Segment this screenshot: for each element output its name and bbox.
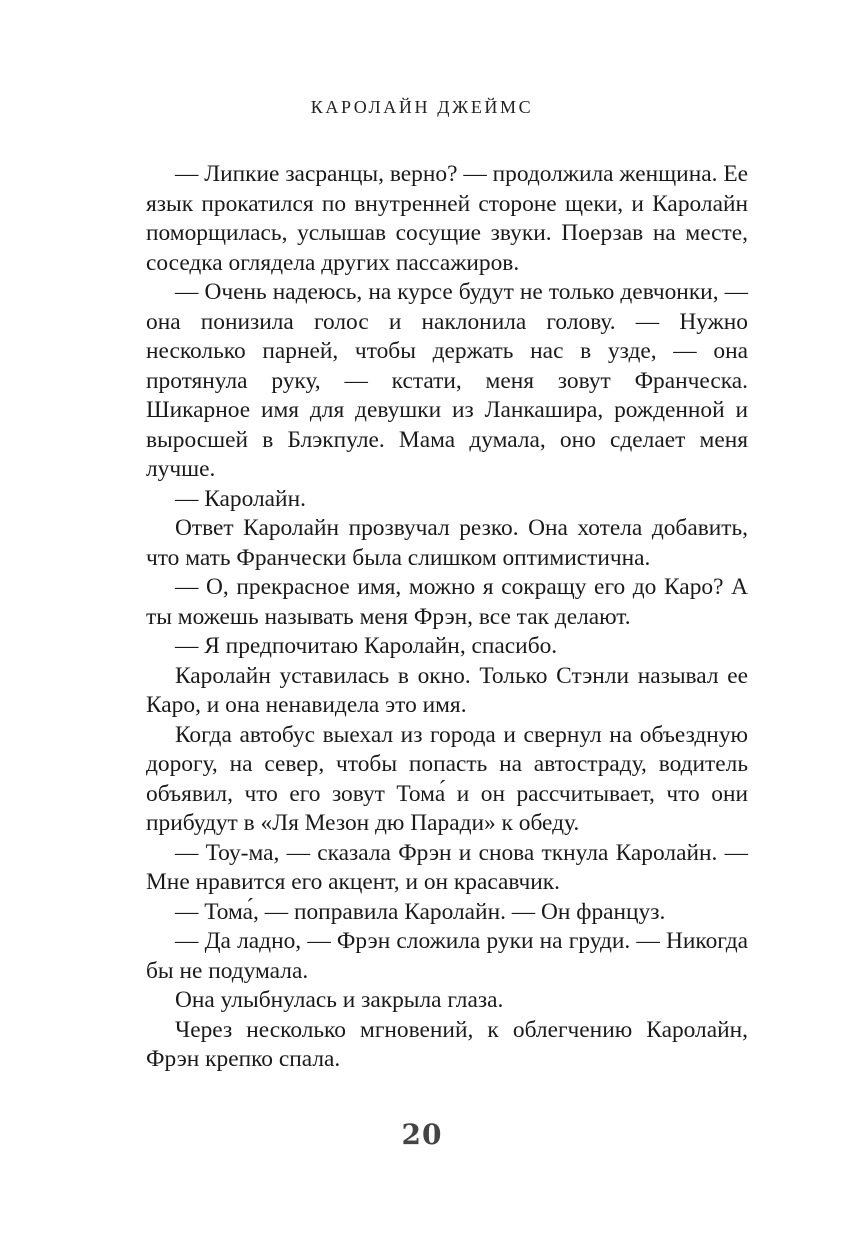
paragraph-9: — Тоу-ма, — сказала Фрэн и снова ткнула Каролайн. — Мне нравится его акцент, и он красавчик. xyxy=(146,839,748,895)
paragraph-12: Она улыбнулась и закрыла глаза. xyxy=(175,987,504,1013)
body-text xyxy=(146,160,748,1075)
paragraph-10: — Тома́, — поправила Каролайн. — Он француз. xyxy=(175,898,666,925)
paragraph-8: Когда автобус выехал из города и свернул на объездную дорогу, на север, чтобы попасть на автостраду, водитель объявил, что его зовут Тома́ и он рассчитывает, что они прибудут в «Ля Мезон дю Паради» к обеду. xyxy=(146,721,748,836)
page-number: 20 xyxy=(401,1118,443,1151)
paragraph-2: — Очень надеюсь, на курсе будут не только девчонки, — она понизила голос и наклонила голову. — Нужно несколько парней, чтобы держать нас в узде, — она протянула руку, — кстати, меня зовут Франческа. Шикарное имя для девушки из Ланкашира, рожденной и выросшей в Блэкпуле. Мама думала, оно сделает меня лучше. xyxy=(146,279,748,482)
paragraph-13: Через несколько мгновений, к облегчению Каролайн, Фрэн крепко спала. xyxy=(146,1016,748,1072)
paragraph-3: — Каролайн. xyxy=(175,485,306,512)
paragraph-11: — Да ладно, — Фрэн сложила руки на груди. — Никогда бы не подумала. xyxy=(146,928,748,984)
paragraph-4: Ответ Каролайн прозвучал резко. Она хотела добавить, что мать Франчески была слишком оптимистична. xyxy=(146,515,748,571)
running-head-author: КАРОЛАЙН ДЖЕЙМС xyxy=(310,97,534,117)
paragraph-1: — Липкие засранцы, верно? — продолжила женщина. Ее язык прокатился по внутренней стороне щеки, и Каролайн поморщилась, услышав сосущие звуки. Поерзав на месте, соседка оглядела других пассажиров. xyxy=(146,161,748,276)
paragraph-6: — Я предпочитаю Каролайн, спасибо. xyxy=(175,633,558,659)
paragraph-7: Каролайн уставилась в окно. Только Стэнли называл ее Каро, и она ненавидела это имя. xyxy=(146,662,748,718)
paragraph-5: — О, прекрасное имя, можно я сокращу его до Каро? А ты можешь называть меня Фрэн, все так делают. xyxy=(146,574,748,630)
